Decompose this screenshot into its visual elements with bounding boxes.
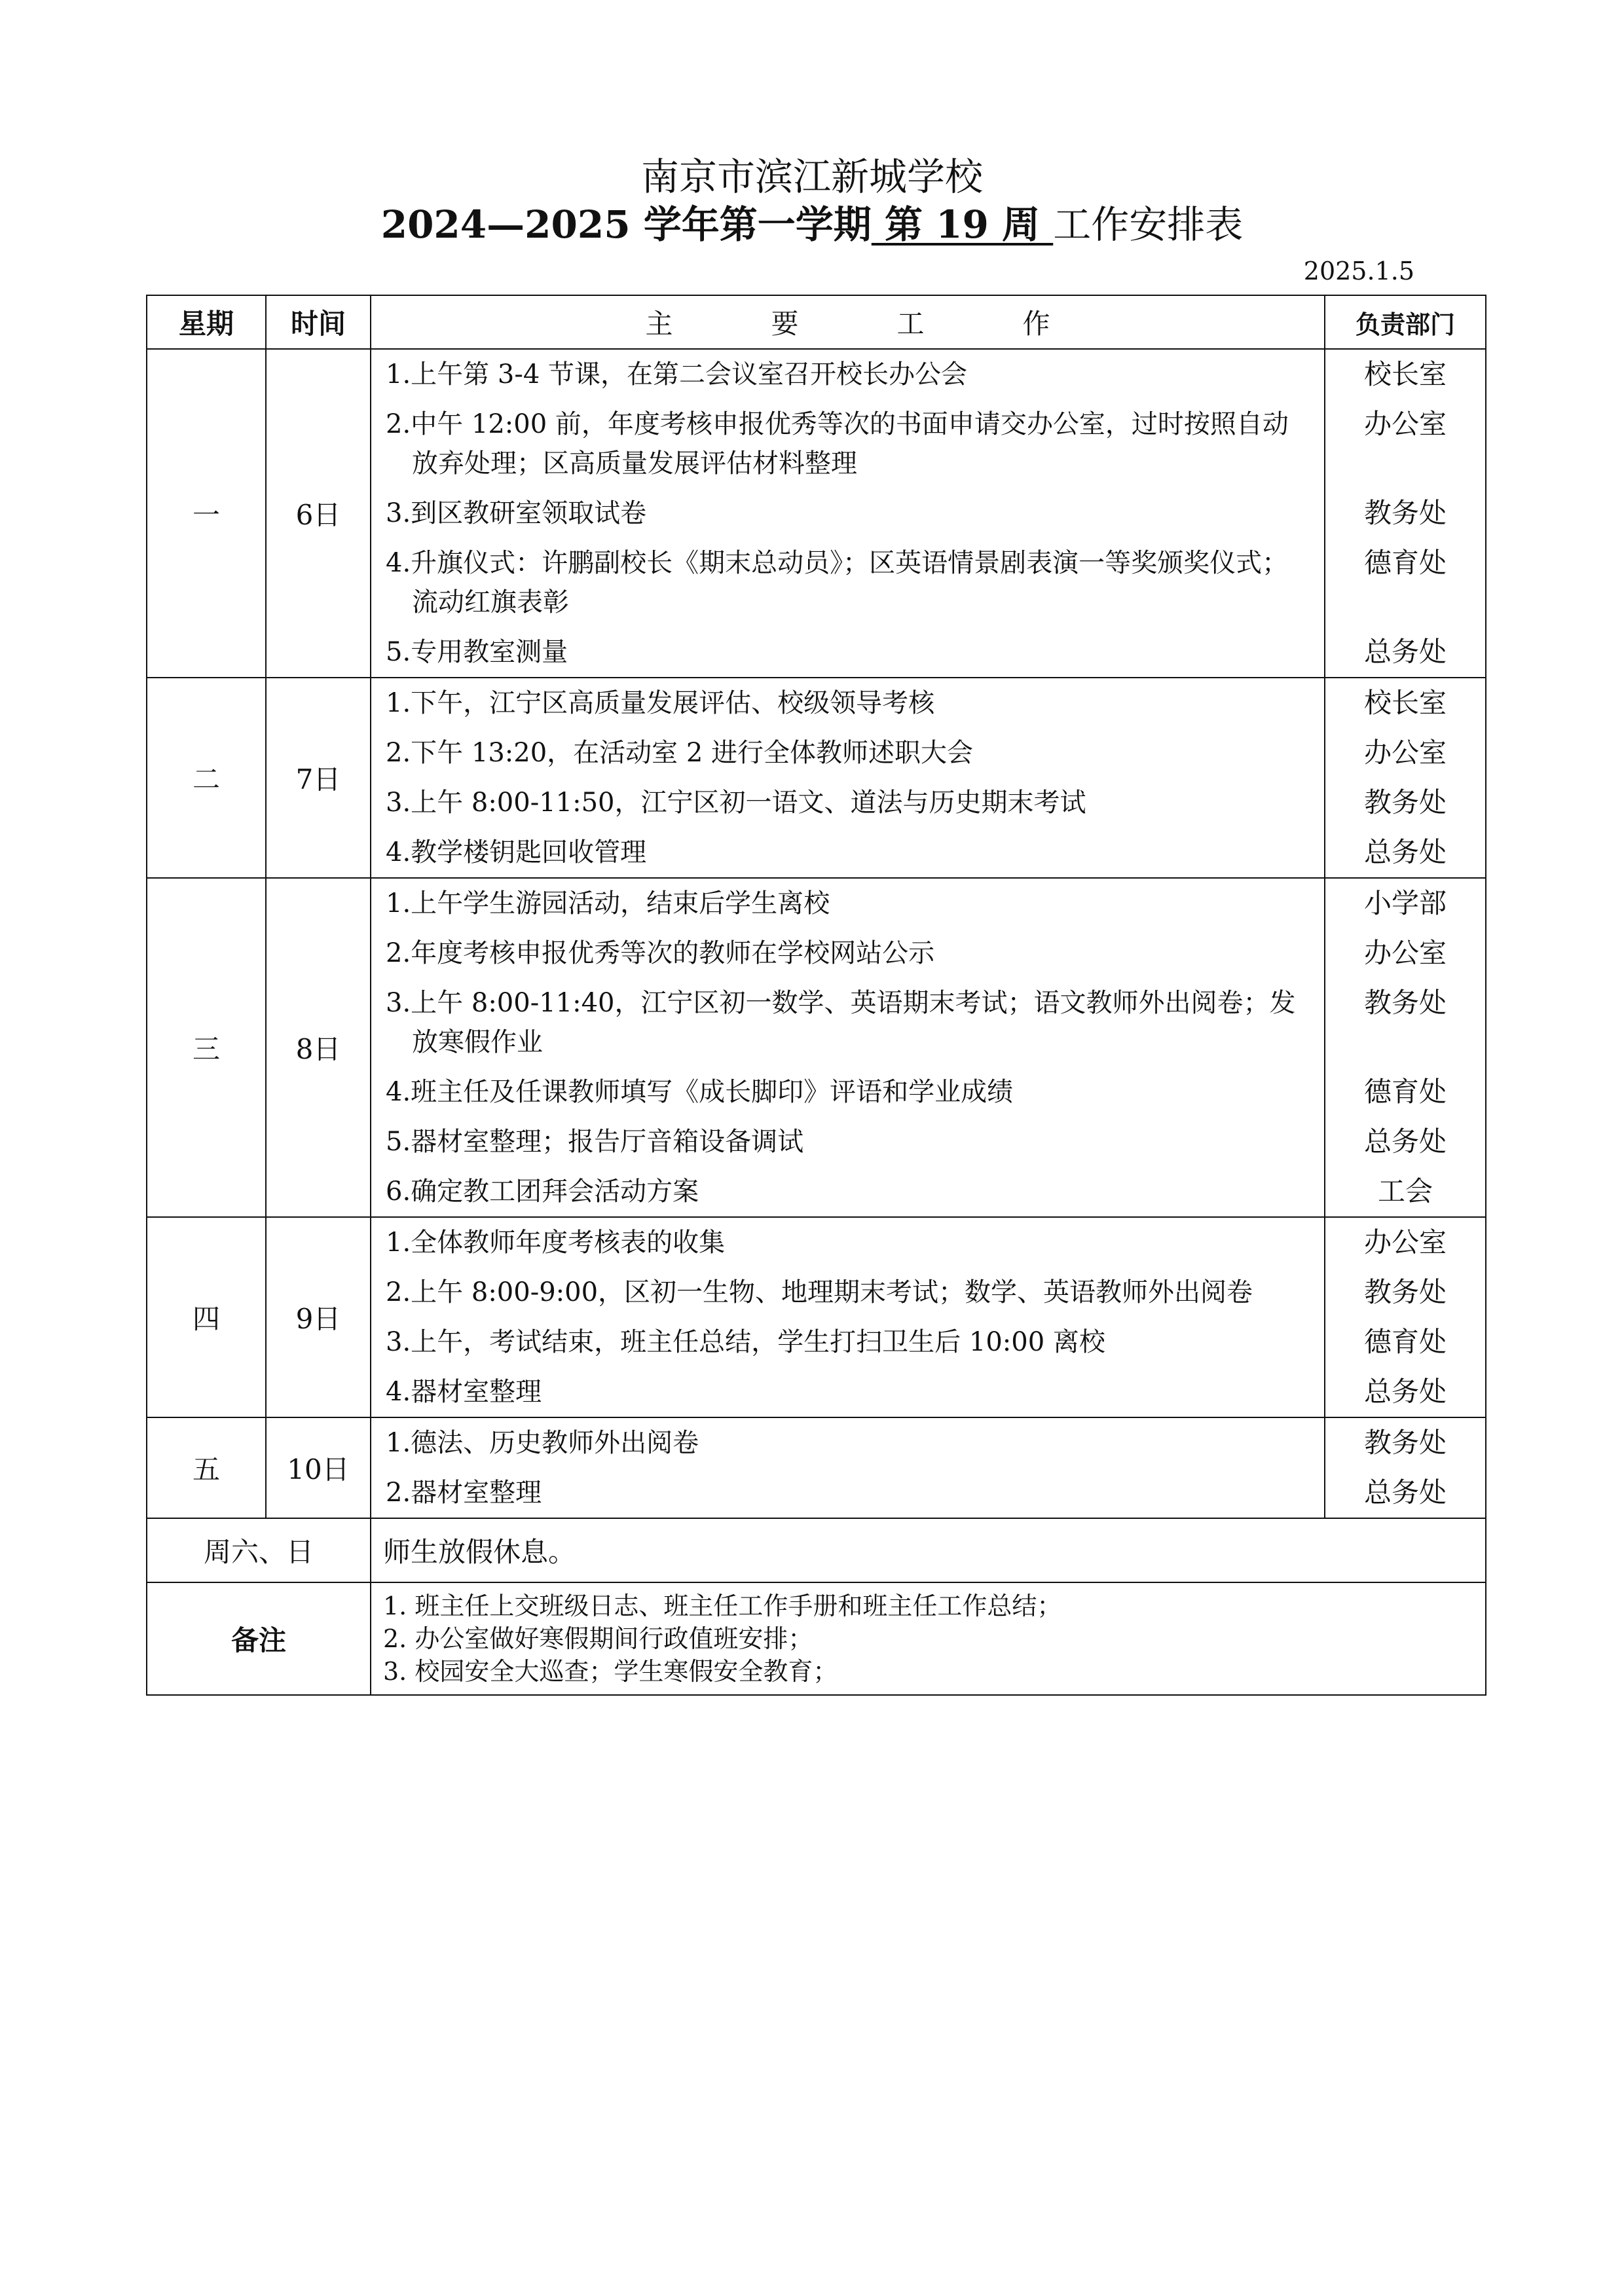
work-item-dept: 办公室 bbox=[1324, 728, 1485, 778]
weekday-cell: 四 bbox=[147, 1217, 266, 1417]
work-item-dept: 教务处 bbox=[1324, 488, 1485, 538]
work-item-text: 2.下午 13:20，在活动室 2 进行全体教师述职大会 bbox=[386, 738, 974, 768]
work-item bbox=[371, 928, 1485, 978]
week-label: 第 19 周 bbox=[871, 202, 1054, 247]
work-item-text: 1.上午学生游园活动，结束后学生离校 bbox=[386, 888, 830, 919]
work-item-text: 4.班主任及任课教师填写《成长脚印》评语和学业成绩 bbox=[386, 1077, 1014, 1107]
work-item-text: 2.上午 8:00-9:00，区初一生物、地理期末考试；数学、英语教师外出阅卷 bbox=[386, 1277, 1253, 1307]
work-item bbox=[371, 1317, 1485, 1367]
work-item bbox=[371, 828, 1485, 877]
school-name: 南京市滨江新城学校 bbox=[640, 155, 983, 199]
term-label: 2024—2025 学年第一学期 bbox=[380, 202, 872, 247]
work-item-text: 2.年度考核申报优秀等次的教师在学校网站公示 bbox=[386, 938, 935, 968]
weekend-label: 周六、日 bbox=[147, 1518, 371, 1582]
work-item bbox=[371, 350, 1485, 399]
work-item-text: 3.上午 8:00-11:40，江宁区初一数学、英语期末考试；语文教师外出阅卷；发放寒假作业 bbox=[386, 988, 1296, 1057]
work-item-text: 1.上午第 3-4 节课，在第二会议室召开校长办公会 bbox=[386, 359, 968, 390]
day-row bbox=[147, 1417, 1486, 1518]
work-item bbox=[371, 1117, 1485, 1167]
work-item-dept: 校长室 bbox=[1324, 350, 1485, 399]
work-item-dept: 德育处 bbox=[1324, 538, 1485, 627]
work-item bbox=[371, 1067, 1485, 1117]
work-items-cell bbox=[371, 1417, 1486, 1518]
work-item-text: 4.升旗仪式：许鹏副校长《期末总动员》；区英语情景剧表演一等奖颁奖仪式；流动红旗表彰 bbox=[386, 548, 1289, 617]
work-item-dept: 办公室 bbox=[1324, 1218, 1485, 1267]
work-item-dept: 总务处 bbox=[1324, 627, 1485, 677]
work-item bbox=[371, 538, 1485, 627]
header-work-and-dept bbox=[371, 295, 1486, 349]
work-item-dept: 工会 bbox=[1324, 1167, 1485, 1216]
work-item-dept: 总务处 bbox=[1324, 1367, 1485, 1417]
notes-label: 备注 bbox=[147, 1582, 371, 1695]
work-items-cell bbox=[371, 878, 1486, 1217]
note-item: 1. 班主任上交班级日志、班主任工作手册和班主任工作总结； bbox=[383, 1592, 1062, 1620]
work-item-text: 4.教学楼钥匙回收管理 bbox=[386, 837, 647, 867]
note-item: 2. 办公室做好寒假期间行政值班安排； bbox=[383, 1624, 813, 1653]
work-item-dept: 总务处 bbox=[1324, 1468, 1485, 1518]
work-item-text: 1.下午，江宁区高质量发展评估、校级领导考核 bbox=[386, 688, 935, 718]
table-header-row bbox=[147, 295, 1486, 349]
work-item bbox=[371, 488, 1485, 538]
work-item bbox=[371, 678, 1485, 728]
work-item bbox=[371, 1468, 1485, 1518]
issue-date: 2025.1.5 bbox=[1303, 257, 1414, 285]
weekday-cell: 二 bbox=[147, 678, 266, 878]
work-item-text: 2.中午 12:00 前，年度考核申报优秀等次的书面申请交办公室，过时按照自动放弃处理；区高质量发展评估材料整理 bbox=[386, 409, 1289, 479]
work-item-text: 1.全体教师年度考核表的收集 bbox=[386, 1228, 726, 1258]
work-item-text: 3.到区教研室领取试卷 bbox=[386, 498, 647, 528]
work-item bbox=[371, 1267, 1485, 1317]
work-item-text: 3.上午，考试结束，班主任总结，学生打扫卫生后 10:00 离校 bbox=[386, 1327, 1105, 1357]
day-row bbox=[147, 1217, 1486, 1417]
work-item bbox=[371, 728, 1485, 778]
work-item-dept: 教务处 bbox=[1324, 1418, 1485, 1468]
work-item bbox=[371, 1218, 1485, 1267]
notes-list bbox=[371, 1582, 1486, 1695]
work-item bbox=[371, 399, 1485, 488]
work-item bbox=[371, 978, 1485, 1067]
weekday-cell: 三 bbox=[147, 878, 266, 1217]
work-item bbox=[371, 1367, 1485, 1417]
date-cell: 10日 bbox=[266, 1417, 371, 1518]
work-item-dept: 办公室 bbox=[1324, 928, 1485, 978]
work-item-text: 4.器材室整理 bbox=[386, 1377, 542, 1407]
day-row bbox=[147, 678, 1486, 878]
note-item: 3. 校园安全大巡查；学生寒假安全教育； bbox=[383, 1657, 838, 1686]
title-suffix: 工作安排表 bbox=[1053, 202, 1244, 247]
work-item-text: 2.器材室整理 bbox=[386, 1478, 542, 1508]
schedule-table bbox=[146, 295, 1486, 1696]
work-items-cell bbox=[371, 678, 1486, 878]
header-weekday: 星期 bbox=[147, 295, 266, 349]
schedule-title bbox=[0, 200, 1624, 249]
day-row bbox=[147, 349, 1486, 678]
work-items-cell bbox=[371, 1217, 1486, 1417]
date-cell: 7日 bbox=[266, 678, 371, 878]
work-item bbox=[371, 1167, 1485, 1216]
day-row bbox=[147, 878, 1486, 1217]
work-item-text: 5.器材室整理；报告厅音箱设备调试 bbox=[386, 1127, 804, 1157]
weekday-cell: 五 bbox=[147, 1417, 266, 1518]
work-item bbox=[371, 879, 1485, 928]
work-item-dept: 小学部 bbox=[1324, 879, 1485, 928]
work-item-text: 6.确定教工团拜会活动方案 bbox=[386, 1176, 699, 1207]
work-item-dept: 教务处 bbox=[1324, 978, 1485, 1067]
work-item-dept: 总务处 bbox=[1324, 1117, 1485, 1167]
days-body bbox=[147, 349, 1486, 1518]
date-cell: 9日 bbox=[266, 1217, 371, 1417]
work-item bbox=[371, 627, 1485, 677]
work-item bbox=[371, 778, 1485, 828]
work-item-dept: 德育处 bbox=[1324, 1317, 1485, 1367]
work-item-dept: 德育处 bbox=[1324, 1067, 1485, 1117]
header-dept: 负责部门 bbox=[1324, 296, 1485, 348]
work-items-cell bbox=[371, 349, 1486, 678]
date-cell: 8日 bbox=[266, 878, 371, 1217]
work-item bbox=[371, 1418, 1485, 1468]
header-time: 时间 bbox=[266, 295, 371, 349]
work-item-text: 5.专用教室测量 bbox=[386, 637, 568, 667]
work-item-text: 3.上午 8:00-11:50，江宁区初一语文、道法与历史期末考试 bbox=[386, 788, 1086, 818]
weekend-row bbox=[147, 1518, 1486, 1582]
weekend-text: 师生放假休息。 bbox=[371, 1518, 1486, 1582]
date-cell: 6日 bbox=[266, 349, 371, 678]
work-item-text: 1.德法、历史教师外出阅卷 bbox=[386, 1428, 699, 1458]
header-work: 主要工作 bbox=[645, 308, 1149, 340]
notes-row bbox=[147, 1582, 1486, 1695]
weekday-cell: 一 bbox=[147, 349, 266, 678]
work-item-dept: 教务处 bbox=[1324, 1267, 1485, 1317]
work-item-dept: 校长室 bbox=[1324, 678, 1485, 728]
work-item-dept: 总务处 bbox=[1324, 828, 1485, 877]
work-item-dept: 办公室 bbox=[1324, 399, 1485, 488]
work-item-dept: 教务处 bbox=[1324, 778, 1485, 828]
